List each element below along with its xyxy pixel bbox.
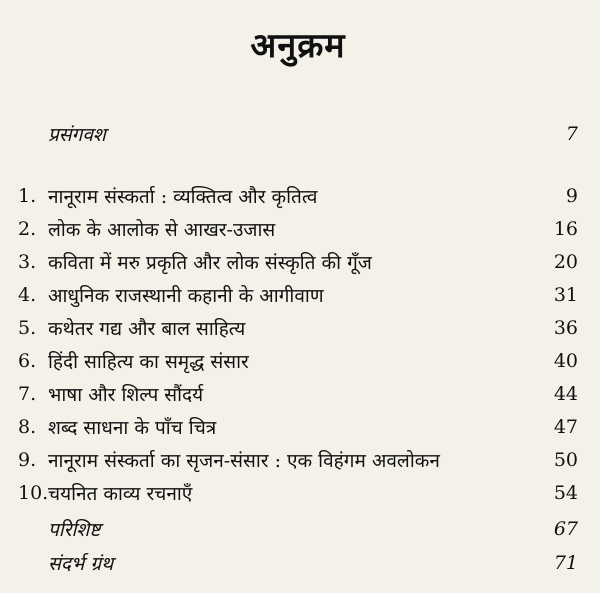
toc-entry-chapter-5 xyxy=(18,314,578,342)
toc-entry-number: 1. xyxy=(18,185,37,207)
toc-entry-chapter-7 xyxy=(18,380,578,408)
toc-entry-number: 3. xyxy=(18,251,37,273)
toc-entry-number: 6. xyxy=(18,350,37,372)
toc-entry-page: 7 xyxy=(565,123,578,145)
toc-entry-chapter-10 xyxy=(18,479,578,507)
toc-entry-page: 71 xyxy=(553,552,578,574)
toc-entry-page: 31 xyxy=(553,284,578,306)
toc-entry-page: 40 xyxy=(553,350,578,372)
toc-entry-page: 54 xyxy=(553,482,578,504)
toc-entry-label: नानूराम संस्कर्ता का सृजन-संसार : एक विहंगम अवलोकन xyxy=(48,450,440,472)
toc-entry-number: 2. xyxy=(18,218,37,240)
toc-entry-page: 16 xyxy=(553,218,578,240)
toc-entry-page: 50 xyxy=(553,449,578,471)
toc-entry-label: लोक के आलोक से आखर-उजास xyxy=(48,219,276,241)
toc-entry-number: 7. xyxy=(18,383,37,405)
toc-entry-label: नानूराम संस्कर्ता : व्यक्तित्व और कृतित्व xyxy=(48,186,318,208)
toc-entry-appendix xyxy=(18,515,578,543)
toc-entry-chapter-1 xyxy=(18,182,578,210)
toc-entry-front xyxy=(18,120,578,148)
toc-entry-chapter-4 xyxy=(18,281,578,309)
toc-entry-label: भाषा और शिल्प सौंदर्य xyxy=(48,384,204,406)
toc-entry-label: संदर्भ ग्रंथ xyxy=(48,553,114,575)
toc-entry-number: 5. xyxy=(18,317,37,339)
toc-entry-label: कविता में मरु प्रकृति और लोक संस्कृति की गूँज xyxy=(48,252,372,274)
toc-entry-chapter-9 xyxy=(18,446,578,474)
toc-entry-page: 44 xyxy=(553,383,578,405)
toc-entry-label: परिशिष्ट xyxy=(48,519,101,541)
toc-entry-chapter-3 xyxy=(18,248,578,276)
toc-entry-page: 9 xyxy=(565,185,578,207)
toc-entry-bibliography xyxy=(18,549,578,577)
toc-entry-label: प्रसंगवश xyxy=(48,124,106,146)
toc-entry-page: 20 xyxy=(553,251,578,273)
toc-entry-chapter-6 xyxy=(18,347,578,375)
toc-entry-label: कथेतर गद्य और बाल साहित्य xyxy=(48,318,246,340)
toc-entry-chapter-2 xyxy=(18,215,578,243)
toc-entry-page: 67 xyxy=(553,518,578,540)
page-title: अनुक्रम xyxy=(250,26,346,66)
toc-entry-label: हिंदी साहित्य का समृद्ध संसार xyxy=(48,351,249,373)
toc-entry-label: चयनित काव्य रचनाएँ xyxy=(48,483,193,505)
toc-entry-label: आधुनिक राजस्थानी कहानी के आगीवाण xyxy=(48,285,324,307)
toc-entry-number: 9. xyxy=(18,449,37,471)
toc-entry-number: 4. xyxy=(18,284,37,306)
toc-entry-chapter-8 xyxy=(18,413,578,441)
toc-entry-number: 10. xyxy=(18,482,49,504)
toc-entry-number: 8. xyxy=(18,416,37,438)
toc-entry-page: 36 xyxy=(553,317,578,339)
toc-entry-page: 47 xyxy=(553,416,578,438)
toc-entry-label: शब्द साधना के पाँच चित्र xyxy=(48,417,217,439)
